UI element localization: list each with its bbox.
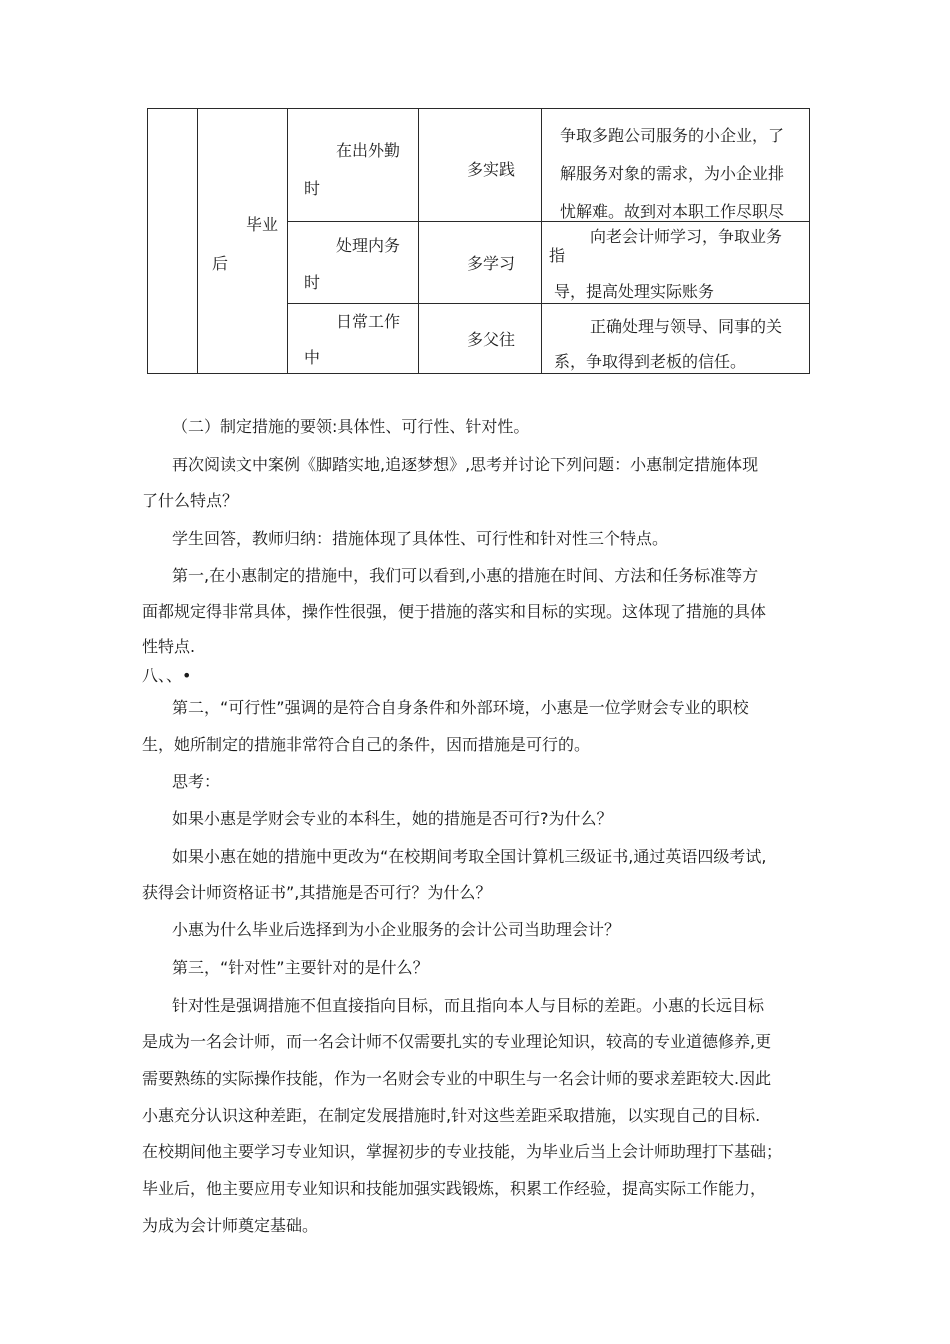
paragraph-line: 思考： xyxy=(172,772,221,791)
paragraph-line: 为成为会计师奠定基础。 xyxy=(142,1216,319,1235)
paragraph-line: 学生回答，教师归纳：措施体现了具体性、可行性和针对性三个特点。 xyxy=(172,529,669,548)
row1-when-line2: 时 xyxy=(304,179,321,198)
paragraph-line: 性特点. xyxy=(142,637,196,656)
paragraph-line: 八、、• xyxy=(142,666,192,685)
row2-measure-line1: 向老会计师学习，争取业务 xyxy=(590,227,783,246)
paragraph-line: 在校期间他主要学习专业知识，掌握初步的专业技能，为毕业后当上会计师助理打下基础； xyxy=(142,1142,783,1161)
paragraph-line: 小惠充分认识这种差距，在制定发展措施时,针对这些差距采取措施，以实现自己的目标. xyxy=(142,1106,761,1125)
paragraph-line: 针对性是强调措施不但直接指向目标，而且指向本人与目标的差距。小惠的长远目标 xyxy=(172,996,765,1015)
paragraph-line: 第二，“可行性”强调的是符合自身条件和外部环境，小惠是一位学财会专业的职校 xyxy=(172,698,749,717)
row1-measure-line3: 忧解难。故到对本职工作尽职尽 xyxy=(560,202,785,221)
paragraph-line: 如果小惠在她的措施中更改为“在校期间考取全国计算机三级证书,通过英语四级考试, xyxy=(172,847,767,866)
row2-principle: 多学习 xyxy=(467,254,516,273)
paragraph-line: 面都规定得非常具体，操作性很强，便于措施的落实和目标的实现。这体现了措施的具体 xyxy=(142,602,767,621)
row2-measure-line3: 导，提高处理实际账务 xyxy=(554,282,715,301)
row1-measure-line1: 争取多跑公司服务的小企业，了 xyxy=(560,126,785,145)
table-row-divider xyxy=(287,303,810,304)
row3-when-line1: 日常工作 xyxy=(336,312,401,331)
table-col-divider xyxy=(541,108,542,374)
row2-measure-line2: 指 xyxy=(549,246,566,265)
paragraph-line: 如果小惠是学财会专业的本科生，她的措施是否可行?为什么？ xyxy=(172,809,613,828)
paragraph-line: 小惠为什么毕业后选择到为小企业服务的会计公司当助理会计？ xyxy=(172,920,621,939)
paragraph-line: 获得会计师资格证书”,其措施是否可行？为什么？ xyxy=(142,883,492,902)
row1-when-line1: 在出外勤 xyxy=(336,141,401,160)
table-col-divider xyxy=(197,108,198,374)
section-heading: （二）制定措施的要领:具体性、可行性、针对性。 xyxy=(172,417,530,436)
row2-when-line2: 时 xyxy=(304,273,321,292)
row1-measure-line2: 解服务对象的需求，为小企业排 xyxy=(560,164,785,183)
paragraph-line: 生，她所制定的措施非常符合自己的条件，因而措施是可行的。 xyxy=(142,735,591,754)
paragraph-line: 了什么特点？ xyxy=(142,491,239,510)
paragraph-line: 再次阅读文中案例《脚踏实地,追逐梦想》,思考并讨论下列问题：小惠制定措施体现 xyxy=(172,455,759,474)
paragraph-line: 第一,在小惠制定的措施中，我们可以看到,小惠的措施在时间、方法和任务标准等方 xyxy=(172,566,759,585)
table-border-bottom xyxy=(147,373,810,374)
table-border-top xyxy=(147,108,810,109)
table-col-divider xyxy=(287,108,288,374)
table-border-left xyxy=(147,108,148,374)
row3-principle: 多父往 xyxy=(467,330,516,349)
row2-when-line1: 处理内务 xyxy=(336,236,401,255)
paragraph-line: 是成为一名会计师，而一名会计师不仅需要扎实的专业理论知识，较高的专业道德修养,更 xyxy=(142,1032,772,1051)
paragraph-line: 需要熟练的实际操作技能，作为一名财会专业的中职生与一名会计师的要求差距较大.因此 xyxy=(142,1069,772,1088)
table-col-divider xyxy=(418,108,419,374)
row1-principle: 多实践 xyxy=(467,160,516,179)
paragraph-line: 第三，“针对性”主要针对的是什么？ xyxy=(172,958,429,977)
paragraph-line: 毕业后，他主要应用专业知识和技能加强实践锻炼，积累工作经验，提高实际工作能力， xyxy=(142,1179,767,1198)
row3-measure-line1: 正确处理与领导、同事的关 xyxy=(590,317,783,336)
merged-label-line2: 后 xyxy=(212,254,229,273)
row3-measure-line2: 系，争取得到老板的信任。 xyxy=(554,352,747,371)
table-border-right xyxy=(809,108,810,374)
merged-label-line1: 毕业 xyxy=(246,215,279,234)
row3-when-line2: 中 xyxy=(304,348,321,367)
